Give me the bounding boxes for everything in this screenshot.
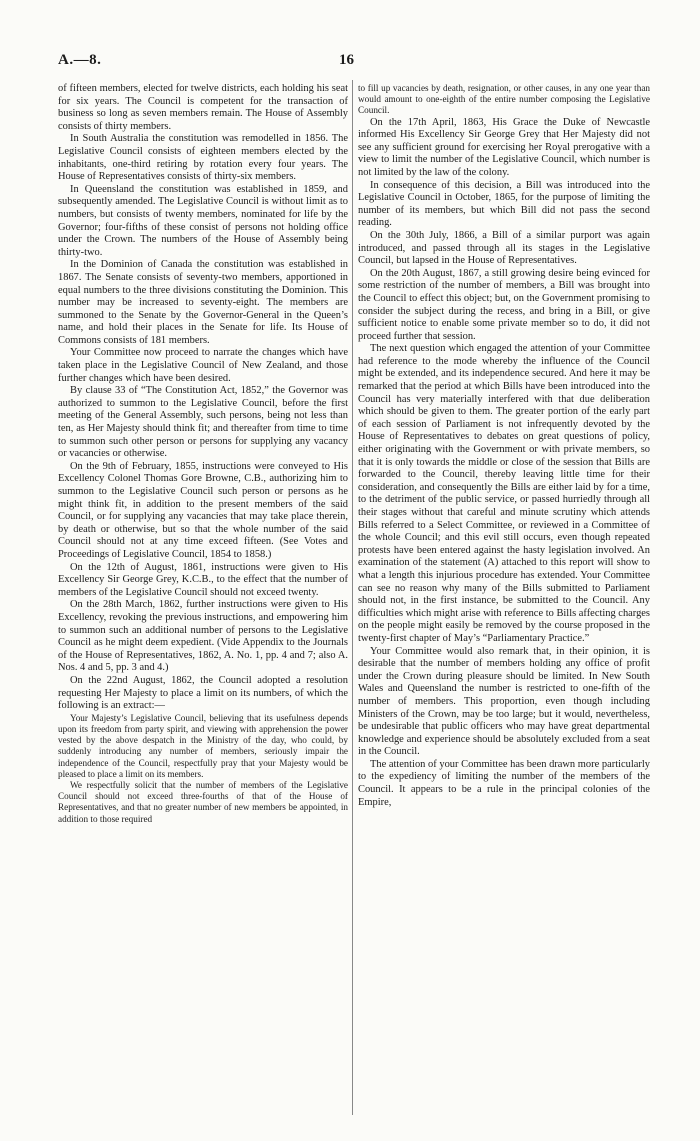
paragraph: On the 9th of February, 1855, instructions were conveyed to His Excellency Colonel Thomas Gore Browne, C.B., authorizing him to summon to the Legislative Council such person or persons as he might think fit, in addition to the present members of the said Council, or for supplying any vacancies that may take place therein, by death or otherwise, but so that the whole number of the said Council should not at any time exceed fifteen. (See Votes and Proceedings of Legislative Council, 1854 to 1858.) (58, 460, 348, 560)
paragraph: Your Committee would also remark that, in their opinion, it is desirable that the number of members holding any office of profit under the Crown during pleasure should be limited. In New South Wales and Queensland the number is restricted to one-fifth of the number of members. This proportion, even though including Ministers of the Crown, may be too large; but it would, nevertheless, be undesirable that public officers who may have great departmental knowledge and experience should be absolutely excluded from a seat in the Council. (358, 645, 650, 758)
paragraph: In the Dominion of Canada the constitution was established in 1867. The Senate consists of seventy-two members, apportioned in equal numbers to the three divisions constituting the Dominion. This number may be increased to seventy-eight. The members are summoned to the Senate by the Governor-General in the Queen’s name, and hold their places in the Senate for life. Its House of Commons consists of 181 members. (58, 259, 348, 346)
paragraph: Your Committee now proceed to narrate the changes which have taken place in the Legislative Council of New Zealand, and those further changes which have been desired. (58, 347, 348, 384)
paragraph: The attention of your Committee has been drawn more particularly to the expediency of limiting the number of the members of the Council. It appears to be a rule in the principal colonies of the Empire, (358, 758, 650, 808)
page-number: 16 (339, 52, 354, 68)
quoted-extract (58, 713, 348, 825)
paragraph: In Queensland the constitution was established in 1859, and subsequently amended. The Legislative Council is without limit as to numbers, but consists of twenty members, nominated for life by the Governor; four-fifths of these consist of persons not holding office under the Crown. The numbers of the House of Assembly being thirty-two. (58, 183, 348, 258)
right-column (358, 83, 650, 809)
left-column-body (58, 83, 348, 713)
document-reference: A.—8. (58, 52, 102, 68)
paragraph: On the 22nd August, 1862, the Council adopted a resolution requesting Her Majesty to place a limit on its numbers, of which the following is an extract:— (58, 674, 348, 712)
paragraph: Your Majesty’s Legislative Council, believing that its usefulness depends upon its freedom from party spirit, and viewing with apprehension the power vested by the above despatch in the Ministry of the day, who could, by suddenly introducing any number of members, seriously impair the independence of the Council, respectfully pray that your Majesty would be pleased to place a limit on its members. (58, 712, 348, 779)
paragraph: By clause 33 of “The Constitution Act, 1852,” the Governor was authorized to summon to the Legislative Council, before the first meeting of the General Assembly, such persons, being not less than ten, as Her Majesty should think fit; and thereafter from time to time to summon such other person or persons for supplying any vacancy or vacancies or otherwise. (58, 385, 348, 460)
paragraph: In consequence of this decision, a Bill was introduced into the Legislative Council in October, 1865, for the purpose of limiting the number of its members, but which Bill did not pass the second reading. (358, 179, 650, 229)
paragraph: On the 28th March, 1862, further instructions were given to His Excellency, revoking the previous instructions, and empowering him to summon such an additional number of persons to the Legislative Council as he might deem expedient. (Vide Appendix to the Journals of the House of Representatives, 1862, A. No. 1, pp. 4 and 7; also A. Nos. 4 and 5, pp. 3 and 4.) (58, 599, 348, 674)
paragraph: On the 20th August, 1867, a still growing desire being evinced for some restriction of the number of members, a Bill was brought into the Council to effect this object; but, on the Government promising to consider the subject during the recess, and bring in a Bill, or give sufficient notice to enable some private member so to do, it did not proceed further that session. (358, 267, 650, 342)
paragraph: The next question which engaged the attention of your Committee had reference to the mode whereby the influence of the Council might be extended, and its independence secured. And here it may be remarked that the period at which Bills have been introduced into the Council has very materially interfered with that due deliberation which should be given to them. The greater portion of the early part of each session of Parliament is not infrequently devoted by the House of Representatives to debates on great questions of policy, either originating with the Government or with private members, so that it is only towards the middle or close of the session that Bills are forwarded to the Council, thereby leaving little time for their consideration, and consequently the Bills are either laid by for a time, to the detriment of the public service, or passed hurriedly through all their stages without that careful and minute scrutiny which attends Bills referred to a Select Committee, or reviewed in a Committee of the whole Council; and this evil still occurs, even though repeated protests have been entered against the hasty legislation involved. An examination of the statement (A) attached to this report will show to what a length this injurious procedure has extended. Your Committee can see no reason why many of the Bills submitted to Parliament should not, in the first instance, be submitted to the Council. Any difficulties which might arise with reference to Bills affecting charges on the people might easily be removed by the course proposed in the twenty-first chapter of May’s “Parliamentary Practice.” (358, 343, 650, 644)
column-divider (352, 80, 353, 1115)
quote-continuation: to fill up vacancies by death, resignation, or other causes, in any one year than would amount to one-eighth of the entire number composing the Legislative Council. (358, 83, 650, 116)
paragraph: of fifteen members, elected for twelve districts, each holding his seat for six years. The Council is competent for the transaction of business so long as seven members remain. The House of Assembly consists of thirty members. (58, 83, 348, 132)
right-column-body (358, 117, 650, 810)
paragraph: On the 17th April, 1863, His Grace the Duke of Newcastle informed His Excellency Sir George Grey that Her Majesty did not see any sufficient ground for exercising her Royal prerogative with a view to limit the number of the Legislative Council, which number is not limited by the law of the colony. (358, 116, 650, 178)
left-column (58, 83, 348, 825)
paragraph: On the 12th of August, 1861, instructions were given to His Excellency Sir George Grey, K.C.B., to the effect that the number of members of the Legislative Council should not exceed twenty. (58, 561, 348, 598)
paragraph: On the 30th July, 1866, a Bill of a similar purport was again introduced, and passed through all its stages in the Legislative Council, but lapsed in the House of Representatives. (358, 229, 650, 267)
paragraph: We respectfully solicit that the number of members of the Legislative Council should not exceed three-fourths of that of the House of Representatives, and that no greater number of new members be appointed, in addition to those required (58, 779, 348, 824)
paragraph: In South Australia the constitution was remodelled in 1856. The Legislative Council consists of eighteen members elected by the inhabitants, one-third retiring by rotation every four years. The House of Representatives consists of thirty-six members. (58, 133, 348, 183)
